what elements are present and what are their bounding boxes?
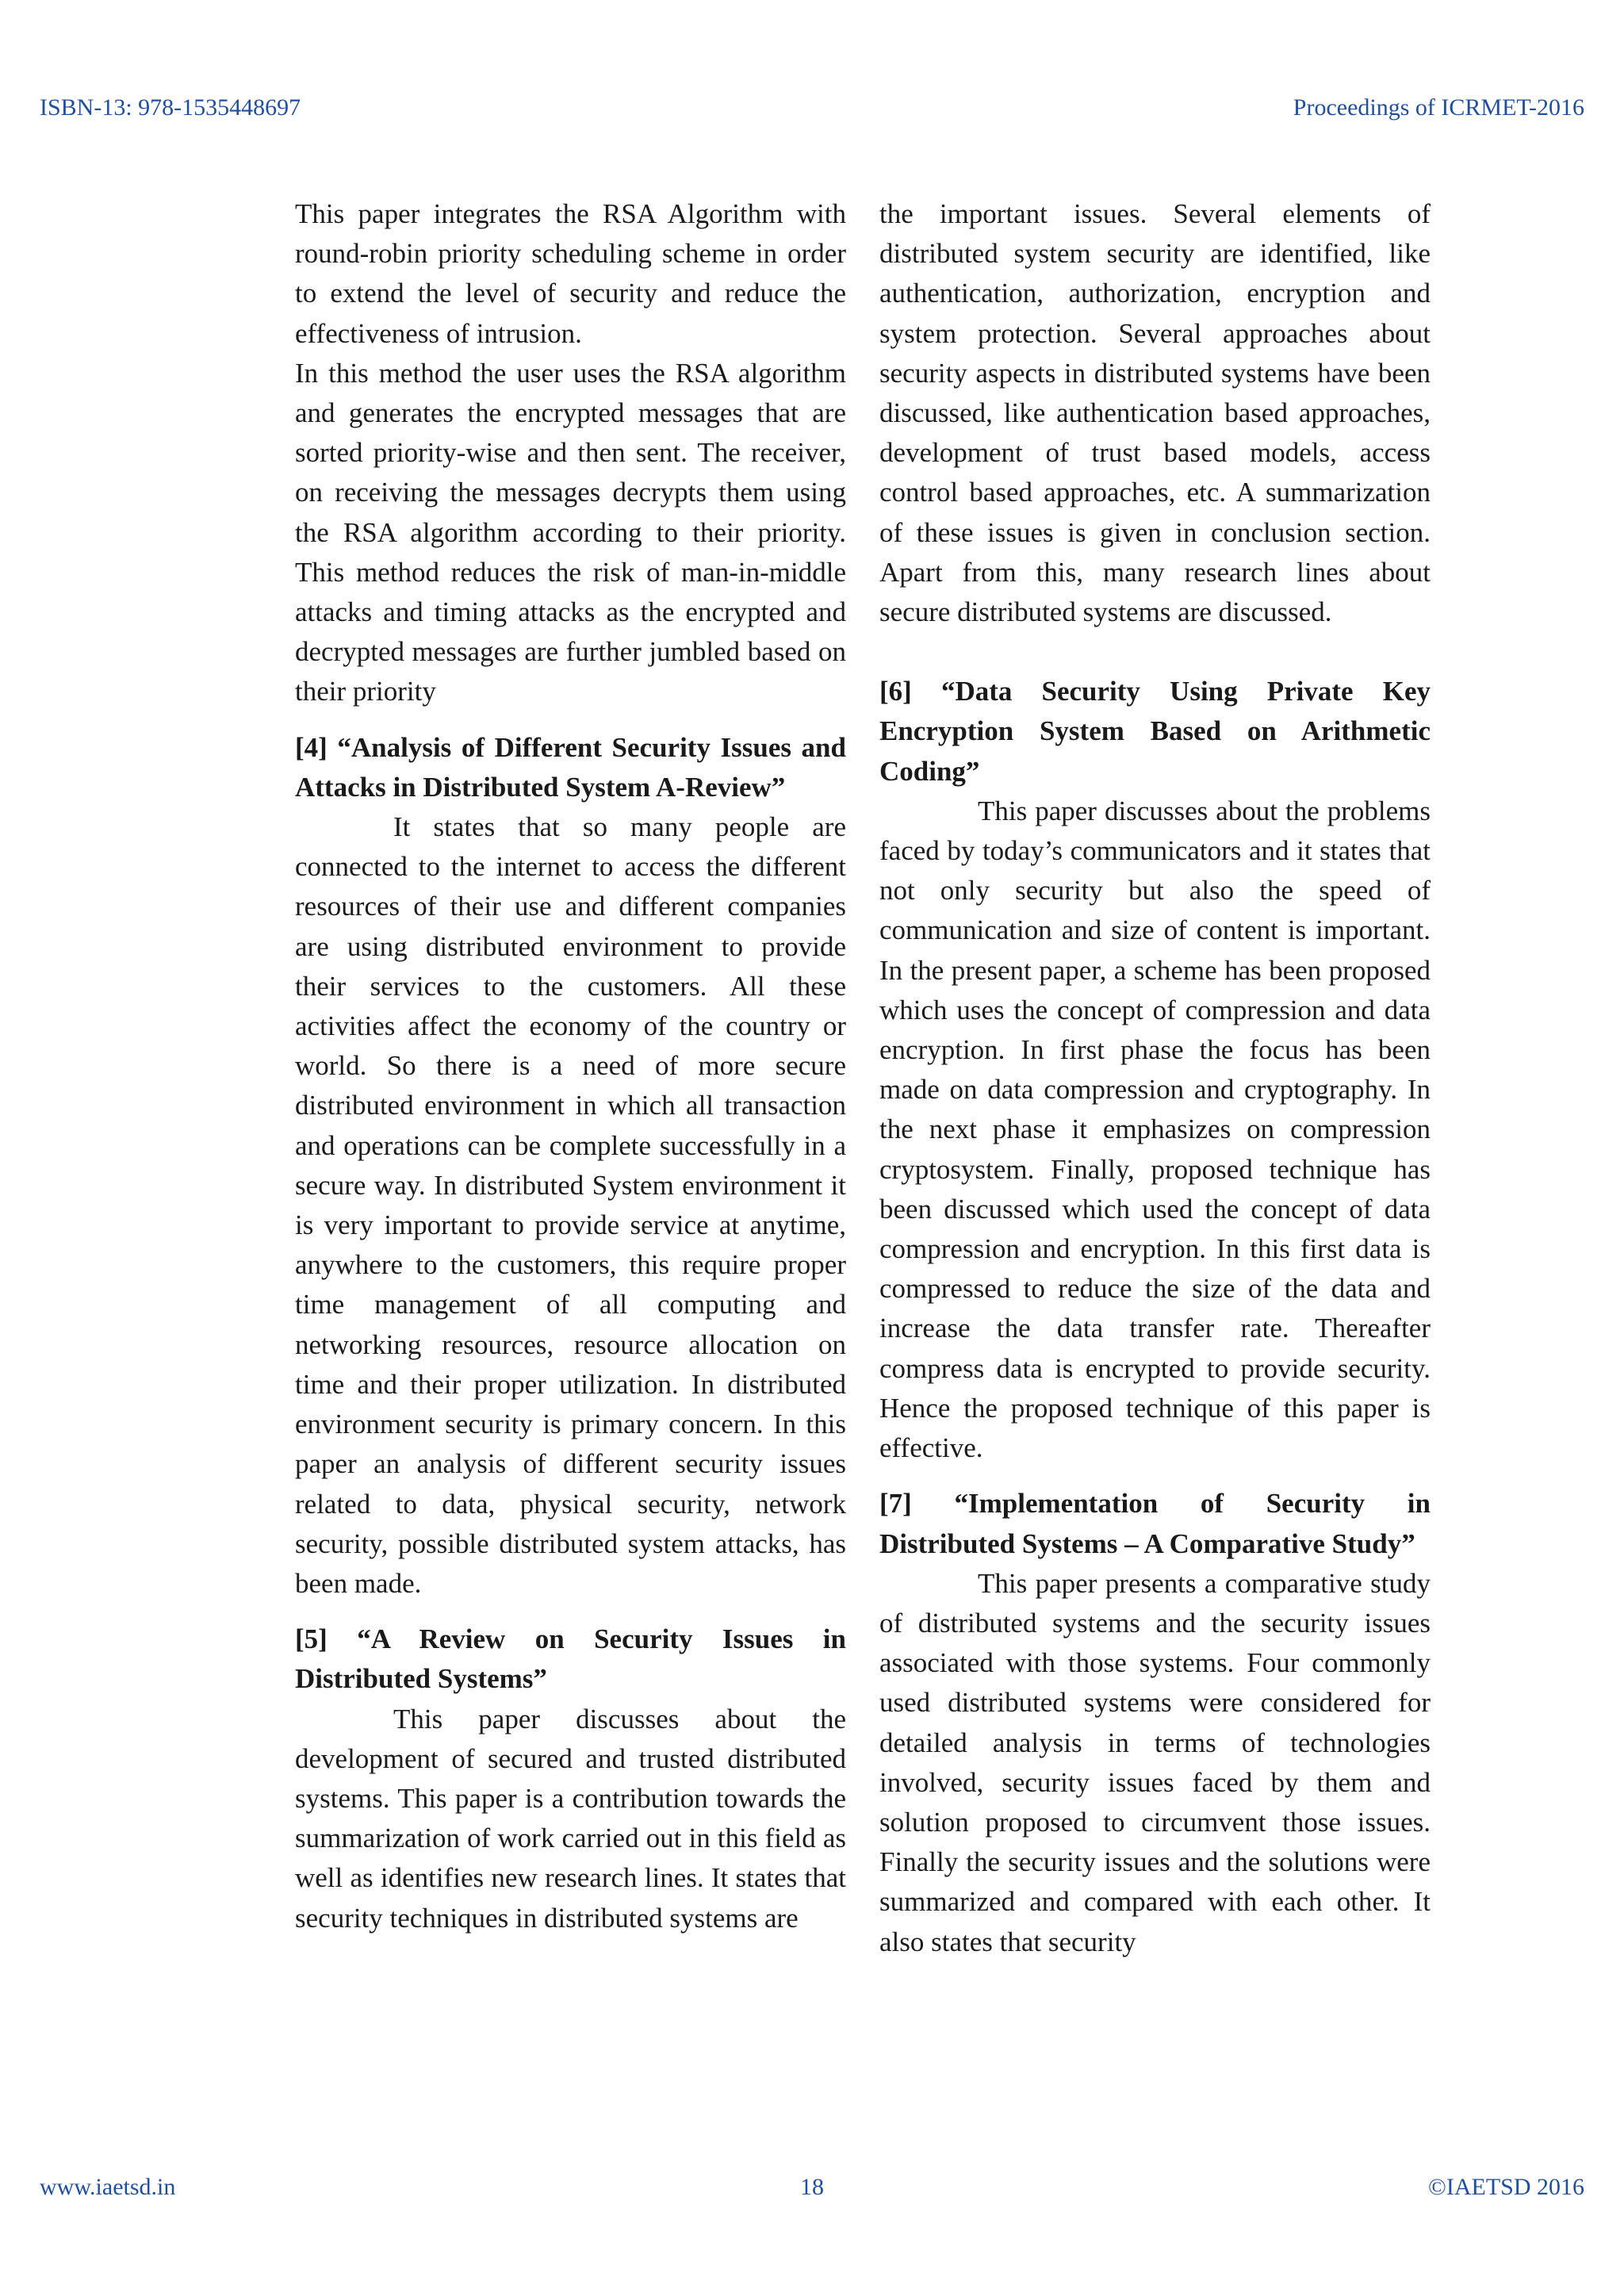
heading-reference-7: [7] “Implementation of Security in Distributed Systems – A Comparative Study”: [879, 1488, 1431, 1559]
header-proceedings: Proceedings of ICRMET-2016: [1293, 94, 1584, 121]
paragraph-reference-7: This paper presents a comparative study of distributed systems and the security issues associated with those systems. Four commonly used distributed systems were considered for detailed analysis in terms of technologies involved, security issues faced by them and solution proposed to circumvent those issues. Finally the security issues and the solutions were summarized and compared with each other. It also states that security: [879, 1567, 1431, 1957]
footer-copyright: ©IAETSD 2016: [1428, 2174, 1584, 2200]
left-column: [295, 194, 846, 1938]
footer-website: www.iaetsd.in: [40, 2174, 176, 2200]
paragraph-reference-5-continued: the important issues. Several elements of distributed system security are identified, like authentication, authorization, encryption and system protection. Several approaches about security aspects in distributed systems have been discussed, like authentication based approaches, development of trust based models, access control based approaches, etc. A summarization of these issues is given in conclusion section. Apart from this, many research lines about secure distributed systems are discussed.: [879, 198, 1431, 628]
paragraph-reference-5: This paper discusses about the development of secured and trusted distributed systems. This paper is a contribution towards the summarization of work carried out in this field as well as identifies new research lines. It states that security techniques in distributed systems are: [295, 1703, 846, 1934]
header-isbn: ISBN-13: 978-1535448697: [40, 94, 301, 121]
footer-page-number: 18: [800, 2174, 824, 2200]
heading-reference-4: [4] “Analysis of Different Security Issues and Attacks in Distributed System A-Review”: [295, 731, 846, 803]
paragraph-reference-4: It states that so many people are connected to the internet to access the different resources of their use and different companies are using distributed environment to provide their services to the customers. All these activities affect the economy of the country or world. So there is a need of more secure distributed environment in which all transaction and operations can be complete successfully in a secure way. In distributed System environment it is very important to provide service at anytime, anywhere to the customers, this require proper time management of all computing and networking resources, resource allocation on time and their proper utilization. In distributed environment security is primary concern. In this paper an analysis of different security issues related to data, physical security, network security, possible distributed system attacks, has been made.: [295, 811, 846, 1599]
paragraph-reference-6: This paper discusses about the problems faced by today’s communicators and it states that not only security but also the speed of communication and size of content is important. In the present paper, a scheme has been proposed which uses the concept of compression and data encryption. In first phase the focus has been made on data compression and cryptography. In the next phase it emphasizes on compression cryptosystem. Finally, proposed technique has been discussed which used the concept of data compression and encryption. In this first data is compressed to reduce the size of the data and increase the data transfer rate. Thereafter compress data is encrypted to provide security. Hence the proposed technique of this paper is effective.: [879, 795, 1431, 1464]
heading-reference-5: [5] “A Review on Security Issues in Distributed Systems”: [295, 1623, 846, 1695]
paragraph-rsa-method: In this method the user uses the RSA algorithm and generates the encrypted messages that are sorted priority-wise and then sent. The receiver, on receiving the messages decrypts them using the RSA algorithm according to their priority. This method reduces the risk of man-in-middle attacks and timing attacks as the encrypted and decrypted messages are further jumbled based on their priority: [295, 357, 846, 707]
paragraph-rsa-intro: This paper integrates the RSA Algorithm with round-robin priority scheduling scheme in order to extend the level of security and reduce the effectiveness of intrusion.: [295, 198, 846, 349]
heading-reference-6: [6] “Data Security Using Private Key Encryption System Based on Arithmetic Coding”: [879, 676, 1431, 787]
right-column: [879, 194, 1431, 1962]
